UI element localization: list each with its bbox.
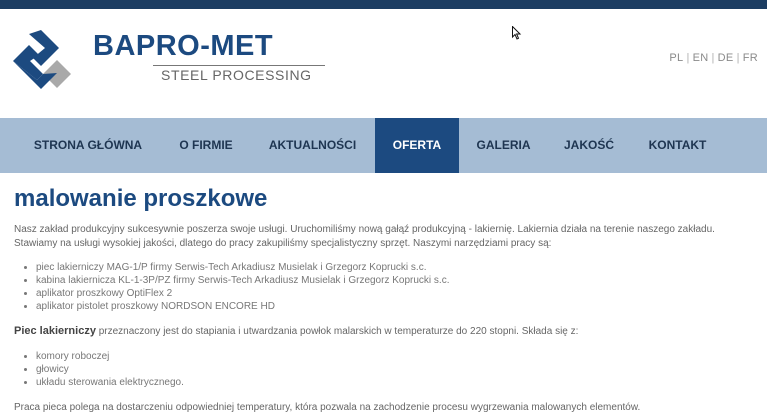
main-nav (0, 118, 767, 173)
list-item: • głowicy (36, 363, 759, 376)
nav-item-galeria[interactable]: GALERIA (476, 138, 531, 152)
lang-separator: | (711, 52, 715, 64)
page-content (14, 178, 759, 415)
nav-item-o-firmie[interactable]: O FIRMIE (179, 138, 233, 152)
intro-paragraph: Nasz zakład produkcyjny sukcesywnie poszerza swoje usługi. Uruchomiliśmy nową gałąź produkcyjną - lakiernię. Lakiernia działa na terenie naszego zakładu. Stawiamy na usługi wysokiej jakości, dlatego do pracy zakupiliśmy specjalistyczny sprzęt. Naszymi narzędziami pracy są: (14, 224, 715, 249)
nav-item-aktualnosci[interactable]: AKTUALNOŚCI (268, 138, 357, 152)
lang-separator: | (736, 52, 740, 64)
page-title: malowanie proszkowe (14, 185, 268, 212)
closing-paragraph: Praca pieca polega na dostarczeniu odpowiedniej temperatury, która pozwala na zachodzenie procesu wygrzewania malowanych elementów. (14, 402, 641, 413)
oven-label: Piec lakierniczy (14, 325, 96, 337)
list-item: • aplikator pistolet proszkowy NORDSON ENCORE HD (36, 300, 759, 313)
list-item: • piec lakierniczy MAG-1/P firmy Serwis-Tech Arkadiusz Musielak i Grzegorz Koprucki s.c. (36, 261, 759, 274)
list-item: • układu sterowania elektrycznego. (36, 376, 759, 389)
oven-paragraph (14, 324, 759, 339)
nav-item-kontakt[interactable]: KONTAKT (648, 138, 707, 152)
nav-item-strona-glowna[interactable]: STRONA GŁÓWNA (33, 138, 143, 152)
list-item: • kabina lakiernicza KL-1-3P/PZ firmy Serwis-Tech Arkadiusz Musielak i Grzegorz Koprucki s.c. (36, 274, 759, 287)
top-bar (0, 0, 767, 9)
lang-fr[interactable]: FR (742, 52, 758, 64)
brand-tagline: STEEL PROCESSING (161, 67, 312, 83)
list-item: • aplikator proszkowy OptiFlex 2 (36, 287, 759, 300)
lang-de[interactable]: DE (717, 52, 734, 64)
lang-en[interactable]: EN (692, 52, 709, 64)
brand-name: BAPRO-MET (93, 30, 274, 62)
logo-diamond-icon (13, 28, 85, 94)
oven-text: przeznaczony jest do stapiania i utwardzania powłok malarskich w temperaturze do 220 stopni. Składa się z: (95, 326, 579, 337)
language-switcher (669, 52, 758, 64)
lang-separator: | (686, 52, 690, 64)
equipment-list (14, 261, 759, 313)
nav-item-jakosc[interactable]: JAKOŚĆ (563, 138, 614, 152)
oven-parts-list (14, 350, 759, 389)
site-logo[interactable] (13, 28, 318, 94)
list-item: • komory roboczej (36, 350, 759, 363)
mouse-cursor-icon (512, 26, 522, 40)
nav-item-oferta[interactable]: OFERTA (375, 118, 459, 173)
lang-pl[interactable]: PL (669, 52, 684, 64)
tagline-divider (153, 65, 325, 66)
